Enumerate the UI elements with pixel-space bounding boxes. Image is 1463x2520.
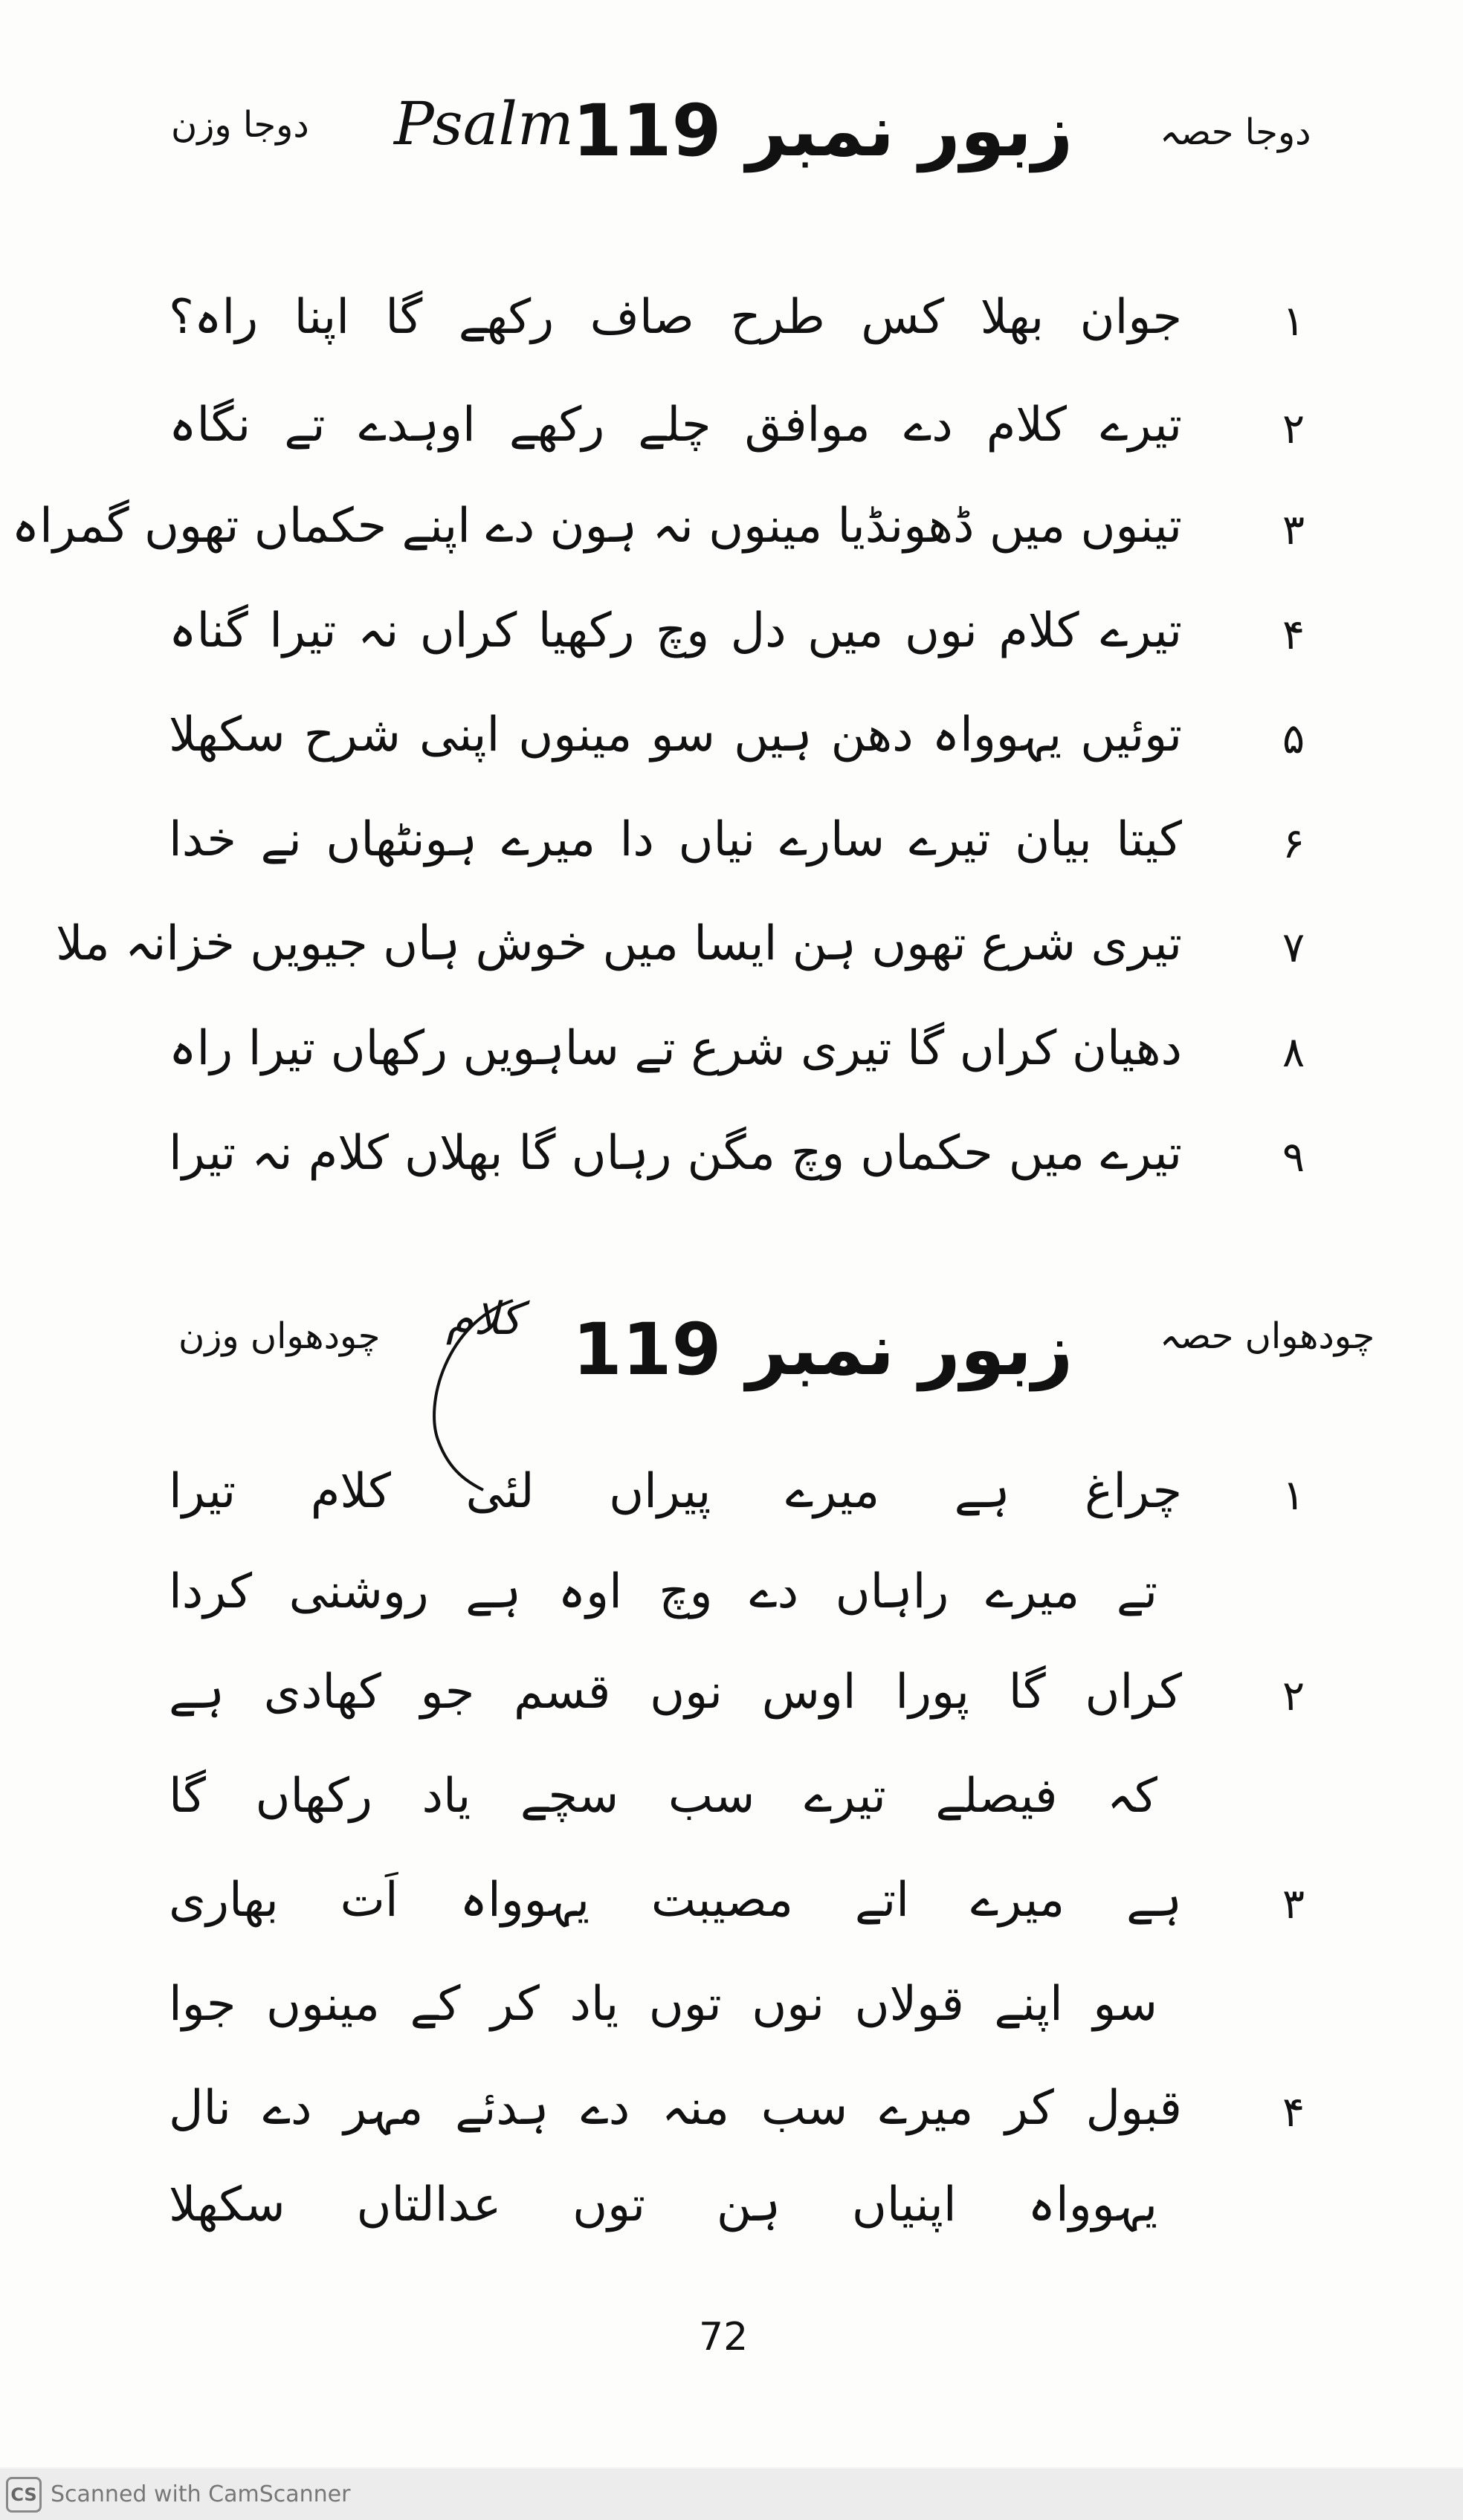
verse-number: ۲ bbox=[1282, 1672, 1305, 1720]
verse-number: ۳ bbox=[1282, 506, 1305, 554]
section2-title: زبور نمبر 119 bbox=[572, 1308, 1073, 1391]
section1-part-label: دوجا حصہ bbox=[1160, 111, 1311, 153]
verse-line: قبول کر میرے سب منہ دے ہدئے مہر دے نال bbox=[169, 2081, 1182, 2136]
verse-number: ۹ bbox=[1282, 1133, 1305, 1182]
verse-number: ۸ bbox=[1282, 1029, 1305, 1077]
verse-line: کیتا بیان تیرے سارے نیاں دا میرے ہونٹھاں نے خدا bbox=[169, 812, 1182, 867]
handwritten-annotation: کلام bbox=[446, 1293, 522, 1345]
footer-text: Scanned with CamScanner bbox=[51, 2481, 351, 2507]
verse-line: توئیں یہوواہ دھن ہیں سو مینوں اپنی شرح سکھلا bbox=[169, 707, 1182, 762]
section2-meter-label: چودھواں وزن bbox=[178, 1315, 381, 1357]
camscanner-logo-icon: CS bbox=[6, 2477, 42, 2513]
verse-line: جوان بھلا کس طرح صاف رکھے گا اپنا راہ؟ bbox=[169, 290, 1182, 345]
section2-part-label: چودھواں حصہ bbox=[1160, 1315, 1375, 1357]
verse-line: تیری شرع تھوں ہن ایسا میں خوش ہاں جیویں خزانہ ملا bbox=[56, 916, 1182, 971]
page-number: 72 bbox=[699, 2315, 749, 2359]
verse-number: ۵ bbox=[1282, 715, 1305, 763]
verse-line: دھیان کراں گا تیری شرع تے ساہویں رکھاں تیرا راہ bbox=[169, 1021, 1182, 1076]
verse-line: تے میرے راہاں دے وچ اوہ ہے روشنی کردا bbox=[169, 1564, 1157, 1619]
section1-meter-label: دوجا وزن bbox=[171, 104, 309, 146]
verse-line: تیرے کلام نوں میں دل وچ رکھیا کراں نہ تیرا گناہ bbox=[169, 603, 1182, 658]
verse-number: ۶ bbox=[1282, 820, 1305, 868]
verse-line: سو اپنے قولاں نوں توں یاد کر کے مینوں جوا bbox=[169, 1977, 1157, 2032]
verse-line: کہ فیصلے تیرے سب سچے یاد رکھاں گا bbox=[169, 1769, 1157, 1824]
verse-number: ۲ bbox=[1282, 405, 1305, 453]
scanner-footer bbox=[0, 2469, 1463, 2520]
handwritten-note: Psalm bbox=[394, 89, 574, 158]
verse-number: ۳ bbox=[1282, 1880, 1305, 1928]
verse-number: ۴ bbox=[1282, 611, 1305, 659]
verse-number: ۷ bbox=[1282, 924, 1305, 972]
verse-line: چراغ ہے میرے پیراں لئی کلام تیرا bbox=[169, 1464, 1182, 1519]
verse-number: ۱ bbox=[1282, 1471, 1305, 1520]
verse-line: ہے میرے اتے مصیبت یہوواہ اَت بھاری bbox=[169, 1873, 1182, 1928]
verse-line: تیرے میں حکماں وچ مگن رہاں گا بھلاں کلام نہ تیرا bbox=[169, 1126, 1182, 1181]
verse-line: کراں گا پورا اوس نوں قسم جو کھادی ہے bbox=[169, 1665, 1182, 1720]
verse-line: تینوں میں ڈھونڈیا مینوں نہ ہون دے اپنے حکماں تھوں گمراہ bbox=[11, 499, 1182, 554]
verse-number: ۱ bbox=[1282, 297, 1305, 346]
section1-title: زبور نمبر 119 bbox=[572, 89, 1073, 172]
verse-number: ۴ bbox=[1282, 2088, 1305, 2137]
verse-line: یہوواہ اپنیاں ہن توں عدالتاں سکھلا bbox=[169, 2177, 1157, 2232]
verse-line: تیرے کلام دے موافق چلے رکھے اوہدے تے نگاہ bbox=[169, 398, 1182, 453]
